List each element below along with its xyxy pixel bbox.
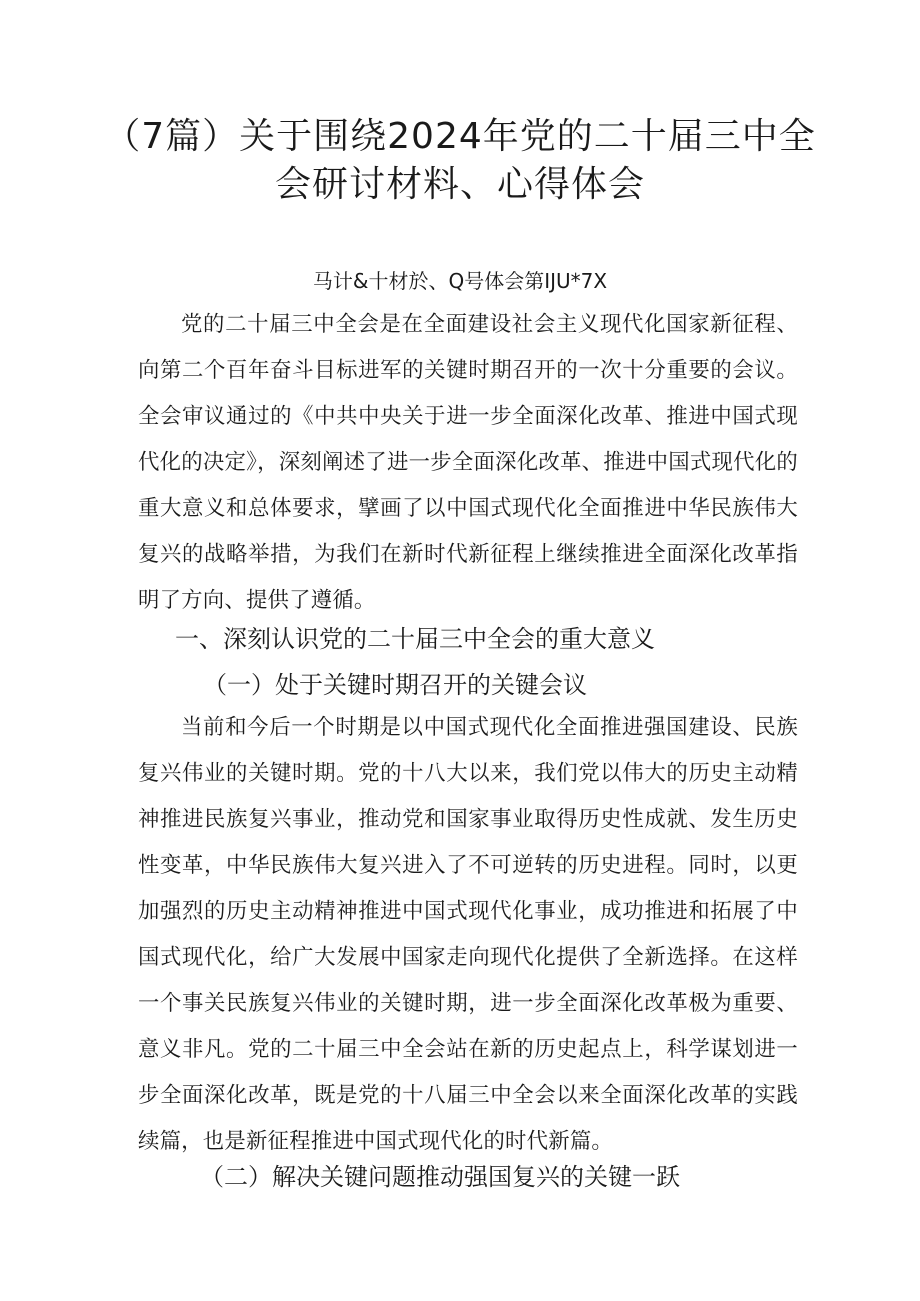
section-1-subheading-2: （二）解决关键问题推动强国复兴的关键一跃 [200, 1163, 680, 1191]
intro-paragraph: 党的二十届三中全会是在全面建设社会主义现代化国家新征程、向第二个百年奋斗目标进军的关键时期召开的一次十分重要的会议。全会审议通过的《中共中央关于进一步全面深化改革、推进中国式现代化的决定》，深刻阐述了进一步全面深化改革、推进中国式现代化的重大意义和总体要求，擘画了以中国式现代化全面推进中华民族伟大复兴的战略举措，为我们在新时代新征程上继续推进全面深化改革指明了方向、提供了遵循。 [138, 312, 798, 613]
section-1-heading: 一、深刻认识党的二十届三中全会的重大意义 [175, 625, 655, 653]
document-title-line-1: （7篇）关于围绕2024年党的二十届三中全 [104, 116, 816, 157]
document-subtitle: 马计&十材於、Q号体会第IJU*7X [312, 269, 608, 293]
section-1-subheading-1: （一）处于关键时期召开的关键会议 [203, 671, 587, 699]
section-1-sub-1-paragraph: 当前和今后一个时期是以中国式现代化全面推进强国建设、民族复兴伟业的关键时期。党的十八大以来，我们党以伟大的历史主动精神推进民族复兴事业，推动党和国家事业取得历史性成就、发生历史性变革，中华民族伟大复兴进入了不可逆转的历史进程。同时，以更加强烈的历史主动精神推进中国式现代化事业，成功推进和拓展了中国式现代化，给广大发展中国家走向现代化提供了全新选择。在这样一个事关民族复兴伟业的关键时期，进一步全面深化改革极为重要、意义非凡。党的二十届三中全会站在新的历史起点上，科学谋划进一步全面深化改革，既是党的十八届三中全会以来全面深化改革的实践续篇，也是新征程推进中国式现代化的时代新篇。 [138, 715, 798, 1154]
document-title-line-2: 会研讨材料、心得体会 [274, 164, 645, 205]
